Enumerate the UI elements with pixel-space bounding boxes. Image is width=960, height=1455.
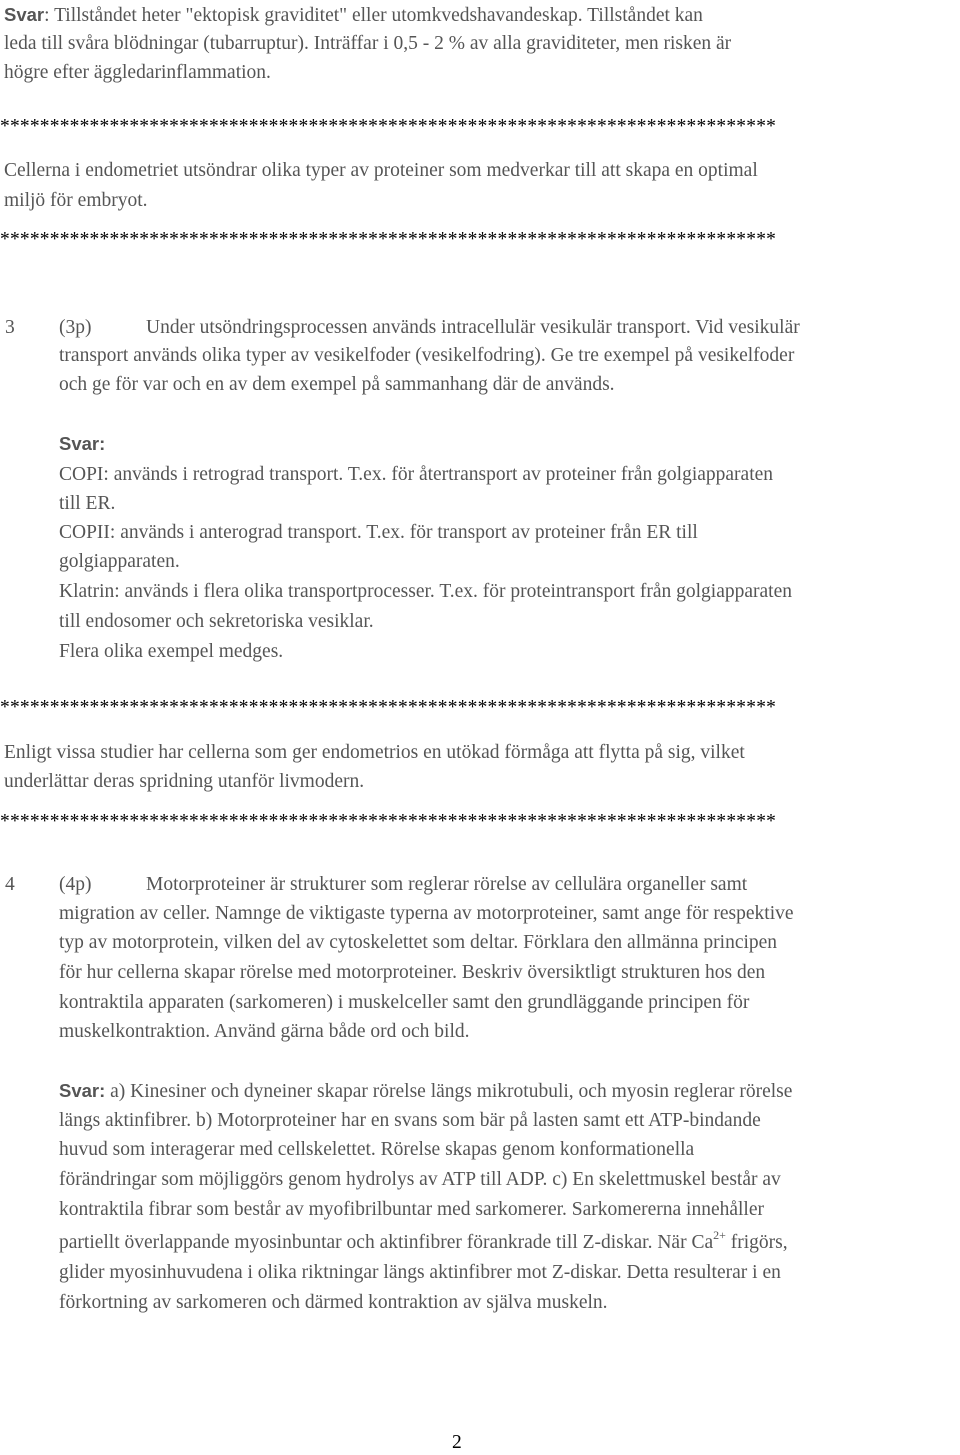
q3-answer-line: Klatrin: används i flera olika transportprocesser. T.ex. för proteintransport från golgiapparaten — [59, 581, 792, 602]
q3-answer-line: till ER. — [59, 493, 116, 514]
q4-answer-line: förkortning av sarkomeren och därmed kontraktion av själva muskeln. — [59, 1292, 608, 1313]
q4-answer-line: längs aktinfibrer. b) Motorproteiner har en svans som bär på lasten samt ett ATP-bindande — [59, 1110, 761, 1131]
note1-line-2: miljö för embryot. — [4, 190, 148, 211]
q3-answer-line: COPII: används i anterograd transport. T.ex. för transport av proteiner från ER till — [59, 522, 698, 543]
q3-points: (3p) — [59, 317, 92, 338]
separator: ****************************************************************************** — [0, 697, 777, 718]
q3-number: 3 — [5, 317, 15, 338]
svar-label: Svar: — [59, 433, 106, 454]
q4-answer-line: förändringar som möjliggörs genom hydrolys av ATP till ADP. c) En skelettmuskel består av — [59, 1169, 781, 1190]
separator: ****************************************************************************** — [0, 811, 777, 832]
q3-line-2: transport används olika typer av vesikelfoder (vesikelfodring). Ge tre exempel på vesikelfoder — [59, 345, 795, 366]
separator: ****************************************************************************** — [0, 229, 777, 250]
note2-line-2: underlättar deras spridning utanför livmodern. — [4, 771, 365, 792]
q4-ca-text-end: frigörs, — [725, 1232, 788, 1253]
q4-answer-line: glider myosinhuvudena i olika riktningar längs aktinfibrer mot Z-diskar. Detta resulterar i en — [59, 1262, 781, 1283]
q3-answer-line: till endosomer och sekretoriska vesiklar. — [59, 611, 374, 632]
q3-answer-line: golgiapparaten. — [59, 551, 180, 572]
ca-superscript: 2+ — [713, 1228, 726, 1242]
q3-svar-label — [59, 433, 105, 456]
top-answer-text: : Tillståndet heter "ektopisk graviditet" eller utomkvedshavandeskap. Tillståndet kan — [44, 5, 703, 26]
q4-line: för hur cellerna skapar rörelse med motorproteiner. Beskriv översiktligt strukturen hos den — [59, 962, 766, 983]
q3-answer-line: Flera olika exempel medges. — [59, 641, 284, 662]
q3-answer-line: COPI: används i retrograd transport. T.ex. för återtransport av proteiner från golgiapparaten — [59, 464, 774, 485]
separator: ****************************************************************************** — [0, 116, 777, 137]
q3-line-1: Under utsöndringsprocessen används intracellulär vesikulär transport. Vid vesikulär — [146, 317, 800, 338]
note1-line-1: Cellerna i endometriet utsöndrar olika typer av proteiner som medverkar till att skapa en optimal — [4, 160, 758, 181]
page-number: 2 — [452, 1432, 462, 1453]
svar-label: Svar — [4, 4, 45, 25]
q3-line-3: och ge för var och en av dem exempel på sammanhang där de används. — [59, 374, 615, 395]
q4-points: (4p) — [59, 874, 92, 895]
top-answer-line-1 — [4, 4, 703, 27]
note2-line-1: Enligt vissa studier har cellerna som ger endometrios en utökad förmåga att flytta på sig, vilket — [4, 742, 745, 763]
q4-ca-text: partiellt överlappande myosinbuntar och aktinfibrer förankrade till Z-diskar. När Ca — [59, 1232, 714, 1253]
svar-label: Svar: — [59, 1080, 106, 1101]
q4-answer-line-ca — [59, 1228, 788, 1254]
q4-number: 4 — [5, 874, 15, 895]
q4-line-1: Motorproteiner är strukturer som reglerar rörelse av cellulära organeller samt — [146, 874, 748, 895]
q4-line: kontraktila apparaten (sarkomeren) i muskelceller samt den grundläggande principen för — [59, 992, 750, 1013]
q4-answer-line-1 — [59, 1080, 792, 1103]
q4-line: typ av motorprotein, vilken del av cytoskelettet som deltar. Förklara den allmänna principen — [59, 932, 778, 953]
q4-answer-line: huvud som interagerar med cellskelettet. Rörelse skapas genom konformationella — [59, 1139, 695, 1160]
q4-answer-text: a) Kinesiner och dyneiner skapar rörelse längs mikrotubuli, och myosin reglerar rörelse — [105, 1081, 793, 1102]
q4-line: muskelkontraktion. Använd gärna både ord och bild. — [59, 1021, 470, 1042]
q4-answer-line: kontraktila fibrar som består av myofibrilbuntar med sarkomerer. Sarkomererna innehåller — [59, 1199, 764, 1220]
q4-line: migration av celler. Namnge de viktigaste typerna av motorproteiner, samt ange för respektive — [59, 903, 794, 924]
top-answer-line-3: högre efter äggledarinflammation. — [4, 62, 271, 83]
top-answer-line-2: leda till svåra blödningar (tubarruptur). Inträffar i 0,5 - 2 % av alla graviditeter, men risken är — [4, 33, 732, 54]
